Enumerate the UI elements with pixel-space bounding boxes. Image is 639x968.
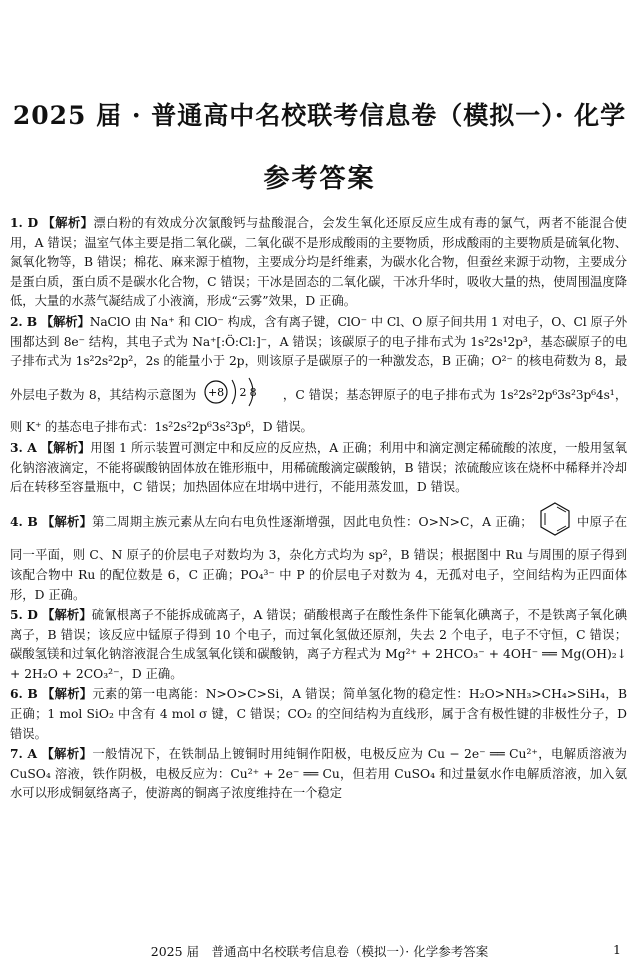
answer-item-6 xyxy=(10,684,627,744)
page-number: 1 xyxy=(613,942,621,957)
analysis-tag: 【解析】 xyxy=(41,513,93,529)
shell-electrons: 2 8 xyxy=(239,385,257,399)
answer-text: ，C 错误；基态钾原子的电子排布式为 1s²2s²2p⁶3s²3p⁶4s¹，则 K⁺ 的基态电子排布式：1s²2s²2p⁶3s²3p⁶，D 错误。 xyxy=(10,387,627,435)
answer-item-2 xyxy=(10,312,627,438)
heterocycle-ring-icon xyxy=(537,500,573,538)
answer-item-3 xyxy=(10,438,627,498)
analysis-tag: 【解析】 xyxy=(42,215,94,230)
nucleus-charge: +8 xyxy=(207,385,224,399)
answer-text: 中原子在同一平面，则 C、N 原子的价层电子对数均为 3，杂化方式均为 sp²，B 错误；根据图中 Ru 与周围的原子得到该配合物中 Ru 的配位数是 6，C 正确；PO₄³⁻ 中 P 的价层电子对数为 4，无孤对电子，空间结构为正四面体形，D 正确。 xyxy=(10,514,627,602)
answer-item-7 xyxy=(10,744,627,804)
answer-text: 硫氰根离子不能拆成硫离子，A 错误；硝酸根离子在酸性条件下能氧化碘离子，不是铁离子氧化碘离子，B 错误；该反应中锰原子得到 10 个电子，而过氧化氢做还原剂，失去 2 个电子，电子不守恒，C 错误；碳酸氢镁和过氧化钠溶液混合生成氢氧化镁和碳酸钠，离子方程式为 Mg²⁺ + 2HCO₃⁻ + 4OH⁻ ══ Mg(OH)₂↓ + 2H₂O + 2CO₃²⁻，D 正确。 xyxy=(10,608,627,681)
answer-number: 3. A xyxy=(10,439,37,455)
ring-structure-diagram xyxy=(537,500,573,545)
analysis-tag: 【解析】 xyxy=(40,439,91,455)
answer-number: 4. B xyxy=(10,513,38,529)
answer-text: 用图 1 所示装置可测定中和反应的反应热，A 正确；利用中和滴定测定稀硫酸的浓度，一般用氢氧化钠溶液滴定，不能将碳酸钠固体放在锥形瓶中，用稀硫酸滴定碳酸钠，B 错误；浓硫酸应该在烧杯中稀释并冷却后在转移至容量瓶中，C 错误；加热固体应在坩埚中进行，不能用蒸发皿，D 错误。 xyxy=(10,440,627,495)
answer-text: 第二周期主族元素从左向右电负性逐渐增强，因此电负性：O>N>C，A 正确； xyxy=(92,514,533,529)
answer-number: 1. D xyxy=(10,215,39,230)
answer-number: 7. A xyxy=(10,746,38,762)
analysis-tag: 【解析】 xyxy=(41,746,93,762)
answer-text: 元素的第一电离能：N>O>C>Si，A 错误；简单氢化物的稳定性：H₂O>NH₃>CH₄>SiH₄，B 正确；1 mol SiO₂ 中含有 4 mol σ 键，C 错误；CO₂ 的空间结构为直线形，属于含有极性键的非极性分子，D 错误。 xyxy=(10,687,627,741)
answer-number: 6. B xyxy=(10,686,38,702)
answer-number: 5. D xyxy=(10,607,38,623)
answer-number: 2. B xyxy=(10,313,37,329)
document-subtitle: 参考答案 xyxy=(263,164,376,194)
page-footer xyxy=(0,942,639,960)
ion-diagram-icon xyxy=(201,374,279,410)
answer-text: 一般情况下，在铁制品上镀铜时用纯铜作阳极，电极反应为 Cu − 2e⁻ ══ Cu²⁺，电解质溶液为 CuSO₄ 溶液，铁作阴极，电极反应为：Cu²⁺ + 2e⁻ ══ Cu，但若用 CuSO₄ 和过量氨水作电解质溶液，加入氨水可以形成铜氨络离子，使游离的铜离子浓度维持在一个稳定 xyxy=(10,747,627,801)
answer-text: 漂白粉的有效成分次氯酸钙与盐酸混合，会发生氧化还原反应生成有毒的氯气，两者不能混合使用，A 错误；温室气体主要是指二氧化碳，二氧化碳不是形成酸雨的主要物质，形成酸雨的主要物质是硫氧化物、氮氧化物等，B 错误；棉花、麻来源于植物，主要成分均是纤维素，为碳水化合物，但蚕丝来源于动物，主要成分是蛋白质，蛋白质不是碳水化合物，C 错误；干冰是固态的二氧化碳，干冰升华时，吸收大量的热，使周围温度降低，大量的水蒸气凝结成了小液滴，形成“云雾”效果，D 正确。 xyxy=(10,216,627,309)
answer-list xyxy=(10,213,627,804)
document-title: 2025 届 · 普通高中名校联考信息卷（模拟一）· 化学 xyxy=(12,101,627,130)
analysis-tag: 【解析】 xyxy=(42,607,92,623)
oxide-ion-structure-diagram xyxy=(201,374,279,417)
analysis-tag: 【解析】 xyxy=(40,313,90,329)
answer-item-5 xyxy=(10,605,627,684)
analysis-tag: 【解析】 xyxy=(42,686,93,702)
footer-text: 2025 届 普通高中名校联考信息卷（模拟一）· 化学参考答案 xyxy=(150,944,489,959)
answer-item-4 xyxy=(10,498,627,605)
answer-item-1 xyxy=(10,213,627,312)
answer-text: NaClO 由 Na⁺ 和 ClO⁻ 构成，含有离子键，ClO⁻ 中 Cl、O 原子间共用 1 对电子，O、Cl 原子外围都达到 8e⁻ 结构，其电子式为 Na⁺[:Ö:Cl:]⁻，A 错误；该碳原子的电子排布式为 1s²2s¹2p³，基态碳原子的电子排布式为 1s²2s²2p²，2s 的能量小于 2p，则该原子是碳原子的一种激发态，B 正确；O²⁻ 的核电荷数为 8，最外层电子数为 8，其结构示意图为 xyxy=(10,314,628,402)
shell-arc xyxy=(232,380,236,404)
